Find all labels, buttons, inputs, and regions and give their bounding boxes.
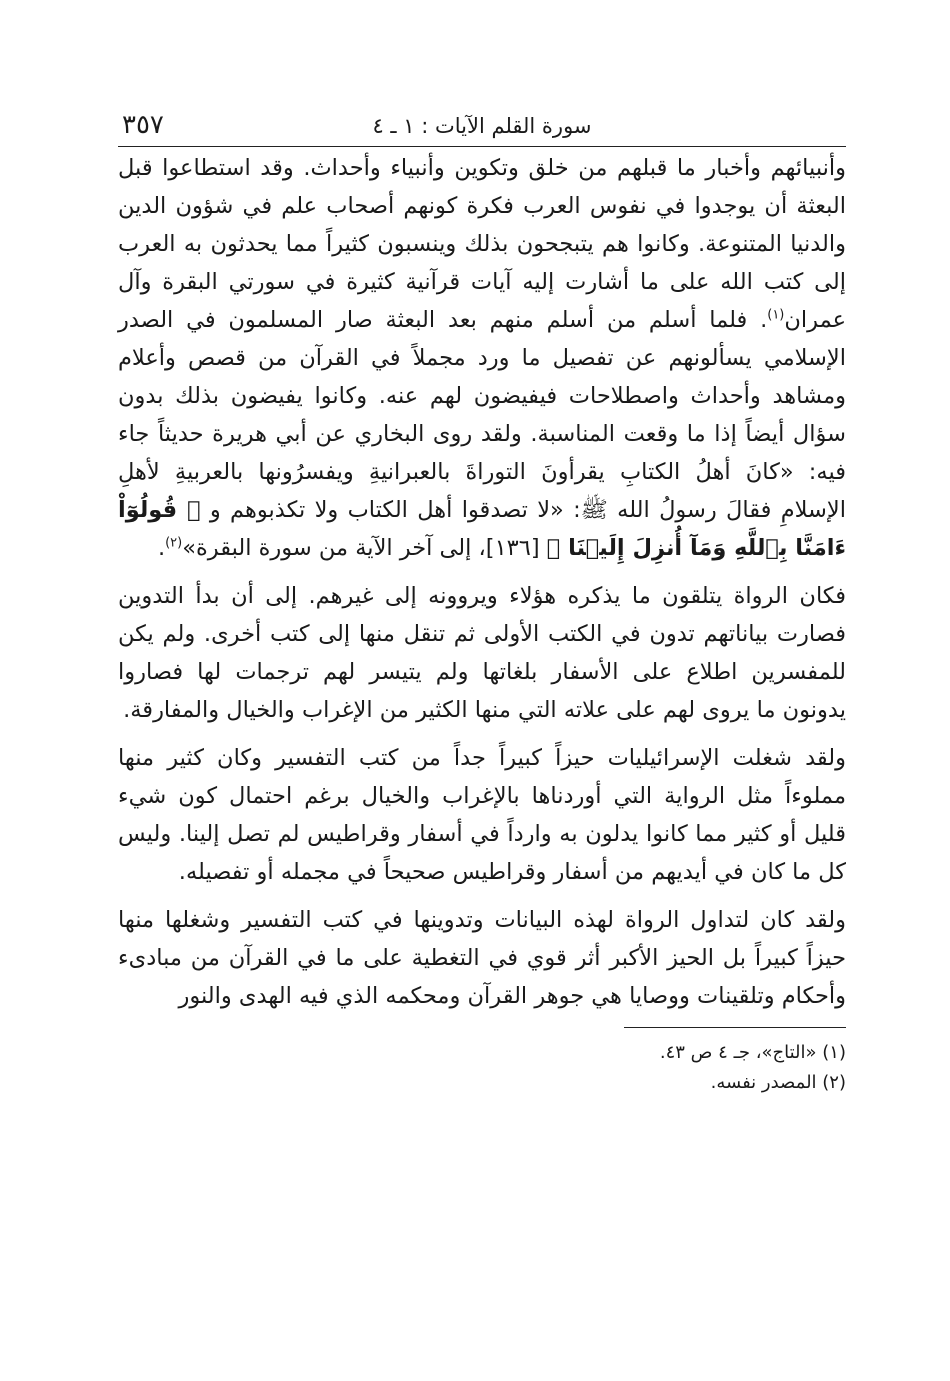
footnote-divider bbox=[624, 1027, 846, 1028]
page-number: ٣٥٧ bbox=[122, 110, 164, 140]
header-title: سورة القلم الآيات : ١ ـ ٤ bbox=[372, 114, 592, 138]
paragraph-3: ولقد شغلت الإسرائيليات حيزاً كبيراً جداً من كتب التفسير وكان كثير منها مملوءاً مثل الرواية التي أوردناها بالإغراب والخيال برغم احتمال كون شيء قليل أو كثير مما كانوا يدلون به وارداً في أسفار وقراطيس لم تصل إلينا. وليس كل ما كان في أيديهم من أسفار وقراطيس صحيحاً في مجمله أو تفصيله. bbox=[118, 745, 846, 885]
footnote-ref-2: (٢) bbox=[165, 535, 183, 551]
paragraph-1-text-before: وأنبيائهم وأخبار ما قبلهم من خلق وتكوين وأنبياء وأحداث. وقد استطاعوا قبل البعثة أن يوجدوا في نفوس العرب فكرة كونهم أصحاب علم في شؤون الدين والدنيا المتنوعة. وكانوا هم يتبجحون بذلك وينسبون كثيراً مما يحدثون به العرب إلى كتب الله على ما أشارت إليه آيات قرآنية كثيرة في سورتي البقرة وآل عمران bbox=[118, 155, 846, 333]
footnote-ref-1: (١) bbox=[767, 307, 785, 323]
paragraph-4: ولقد كان لتداول الرواة لهذه البيانات وتدوينها في كتب التفسير وشغلها منها حيزاً كبيراً بل الحيز الأكبر أثر قوي في التغطية على ما في القرآن من مبادىء وأحكام وتلقينات ووصايا هي جوهر القرآن ومحكمه الذي فيه الهدى والنور bbox=[118, 907, 846, 1009]
paragraph-1-text-after: [١٣٦]، إلى آخر الآية من سورة البقرة» bbox=[182, 535, 547, 561]
quran-verse: ﴿ قُولُوٓاْ ءَامَنَّا بِٱللَّهِ وَمَآ أُنزِلَ إِلَيۡنَا ﴾ bbox=[118, 497, 846, 561]
paragraph-1-text-end: . bbox=[157, 535, 166, 561]
footnotes bbox=[118, 1038, 846, 1098]
paragraph-1 bbox=[118, 149, 846, 567]
book-page bbox=[118, 108, 846, 1098]
paragraph-1-text-middle: . فلما أسلم من أسلم منهم بعد البعثة صار المسلمون في الصدر الإسلامي يسألونهم عن تفصيل ما ورد مجملاً في القرآن من قصص وأعلام ومشاهد وأحداث واصطلاحات فيفيضون لهم عنه. وكانوا يفيضون بذلك بدون سؤال أيضاً إذا ما وقعت المناسبة. ولقد روى البخاري عن أبي هريرة حديثاً جاء فيه: «كانَ أهلُ الكتابِ يقرأونَ التوراةَ بالعبرانيةِ ويفسرُونها بالعربيةِ لأهلِ الإسلامِ فقالَ رسولُ الله ﷺ: «لا تصدقوا أهل الكتاب ولا تكذبوهم و bbox=[118, 307, 846, 523]
footnote-2: (٢) المصدر نفسه. bbox=[710, 1072, 846, 1093]
body-text bbox=[118, 149, 846, 1015]
running-header bbox=[118, 108, 846, 147]
footnote-1: (١) «التاج»، جـ ٤ ص ٤٣. bbox=[659, 1042, 846, 1063]
paragraph-2: فكان الرواة يتلقون ما يذكره هؤلاء ويروونه إلى غيرهم. إلى أن بدأ التدوين فصارت بياناتهم تدون في الكتب الأولى ثم تنقل منها إلى كتب أخرى. ولم يكن للمفسرين اطلاع على الأسفار بلغاتها ولم يتيسر لهم ترجمات لها فصاروا يدونون ما يروى لهم على علاته التي منها الكثير من الإغراب والخيال والمفارقة. bbox=[118, 583, 846, 723]
